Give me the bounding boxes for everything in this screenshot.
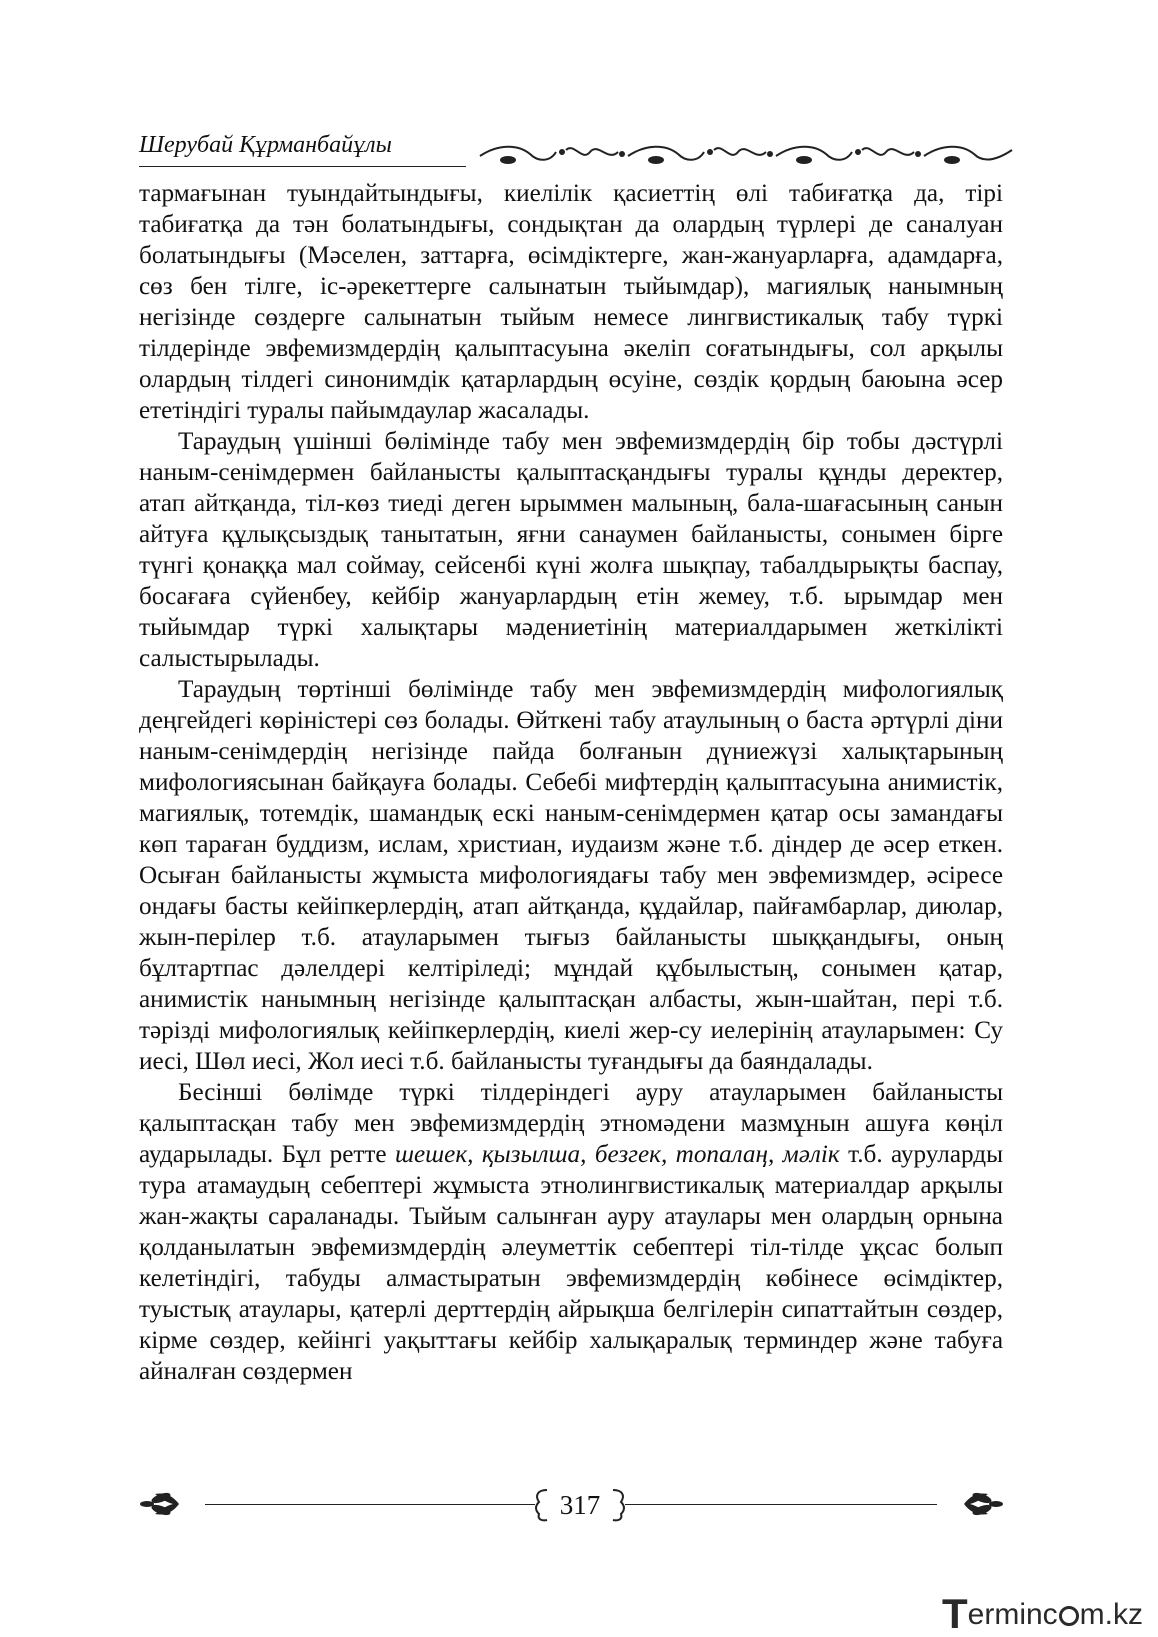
watermark-ring-icon — [1059, 1606, 1079, 1626]
paragraph-text: т.б. ауруларды тура атамаудың себептері жұмыста этнолингвистикалық материалдар арқылы жан-жақты сараланады. Тыйым салынған ауру атаулары мен олардың орнына қолданылатын эвфемизмдердің әлеуметтік себептері тіл-тілде ұқсас болып келетіндігі, табуды алмастыратын эвфемизмдердің көбінесе өсімдіктер, туыстық атаулары, қатерлі дерттердің айрықша белгілерін сипаттайтын сөздер, кірме сөздер, кейінгі уақыттағы кейбір халықаралық терминдер және табуға айналған сөздермен — [139, 1141, 1003, 1385]
watermark-text-2: c — [1042, 1598, 1058, 1631]
running-header-author: Шерубай Құрманбайұлы — [139, 132, 392, 158]
paragraph-text: тармағынан туындайтындығы, киелілік қасиеттің өлі табиғатқа да, тірі табиғатқа да тән болатындығы, сондықтан да олардың түрлері де саналуан болатындығы (Мәселен, заттарға, өсімдіктерге, жан-жануарларға, адамдарға, сөз бен тілге, іс-әрекеттерге салынатын тыйымдар), магиялық нанымның негізінде сөздерге салынатын тыйым немесе лингвистикалық табу түркі тілдерінде эвфемизмдердің қалыптасуына әкеліп соғатындығы, сол арқылы олардың тілдегі синонимдік қатарлардың өсуіне, сөздік қордың баюына әсер ететіндігі туралы пайымдаулар жасалады. — [139, 180, 1003, 424]
footer-rule-left — [205, 1504, 535, 1505]
paragraph-text: Бесінші бөлімде түркі тілдеріндегі ауру атауларымен байланысты қалыптасқан табу мен эвфемизмдердің этномәдени мазмұнын ашуға көңіл аударылады. Бұл ретте — [139, 1079, 1003, 1168]
body-paragraph — [139, 426, 1003, 674]
body-text — [139, 178, 1003, 1387]
page-number: 317 — [559, 1490, 601, 1520]
header-ornament-icon — [478, 140, 1014, 170]
termincom-watermark — [942, 1586, 1143, 1637]
paragraph-text: Тараудың үшінші бөлімінде табу мен эвфемизмдердің бір тобы дәстүрлі наным-сенімдермен байланысты қалыптасқандығы туралы құнды деректер, атап айтқанда, тіл-көз тиеді деген ырыммен малының, бала-шағасының санын айтуға құлықсыздық танытатын, яғни санаумен байланысты, сонымен бірге түнгі қонаққа мал соймау, сейсенбі күні жолға шықпау, табалдырықты баспау, босағаға сүйенбеу, кейбір жануарлардың етін жемеу, т.б. ырымдар мен тыйымдар түркі халықтары мәдениетінің материалдарымен жеткілікті салыстырылады. — [139, 428, 1003, 672]
watermark-initial: T — [942, 1590, 968, 1637]
body-paragraph — [139, 178, 1003, 426]
watermark-text-3: m.kz — [1079, 1598, 1143, 1631]
paragraph-text: Тараудың төртінші бөлімінде табу мен эвфемизмдердің мифологиялық деңгейдегі көріністері сөз болады. Өйткені табу атаулының о баста әртүрлі діни наным-сенімдердің негізінде пайда болғанын дүниежүзі халықтарының мифологиясынан байқауға болады. Себебі мифтердің қалыптасуына анимистік, магиялық, тотемдік, шамандық ескі наным-сенімдермен қатар осы замандағы көп тараған буддизм, ислам, христиан, иудаизм және т.б. діндер де әсер еткен. Осыған байланысты жұмыста мифологиядағы табу мен эвфемизмдер, әсіресе ондағы басты кейіпкерлердің, атап айтқанда, құдайлар, пайғамбарлар, диюлар, жын-перілер т.б. атауларымен тығыз байланысты шыққандығы, оның бұлтартпас дәлелдері келтіріледі; мұндай құбылыстың, сонымен қатар, анимистік нанымның негізінде қалыптасқан албасты, жын-шайтан, пері т.б. тәрізді мифологиялық кейіпкерлердің, киелі жер-су иелерінің атауларымен: Су иесі, Шөл иесі, Жол иесі т.б. байланысты туғандығы да баяндалады. — [139, 676, 1003, 1075]
footer-leaf-ornament-left-icon — [139, 1486, 209, 1522]
footer-rule-right — [625, 1504, 937, 1505]
watermark-text-1: ermin — [967, 1598, 1043, 1631]
footer-leaf-ornament-right-icon — [934, 1486, 1004, 1522]
italic-phrase: шешек, қызылша, безгек, топалаң, мәлік — [394, 1141, 840, 1168]
body-paragraph — [139, 1077, 1003, 1387]
header-rule — [139, 166, 466, 167]
body-paragraph — [139, 674, 1003, 1077]
